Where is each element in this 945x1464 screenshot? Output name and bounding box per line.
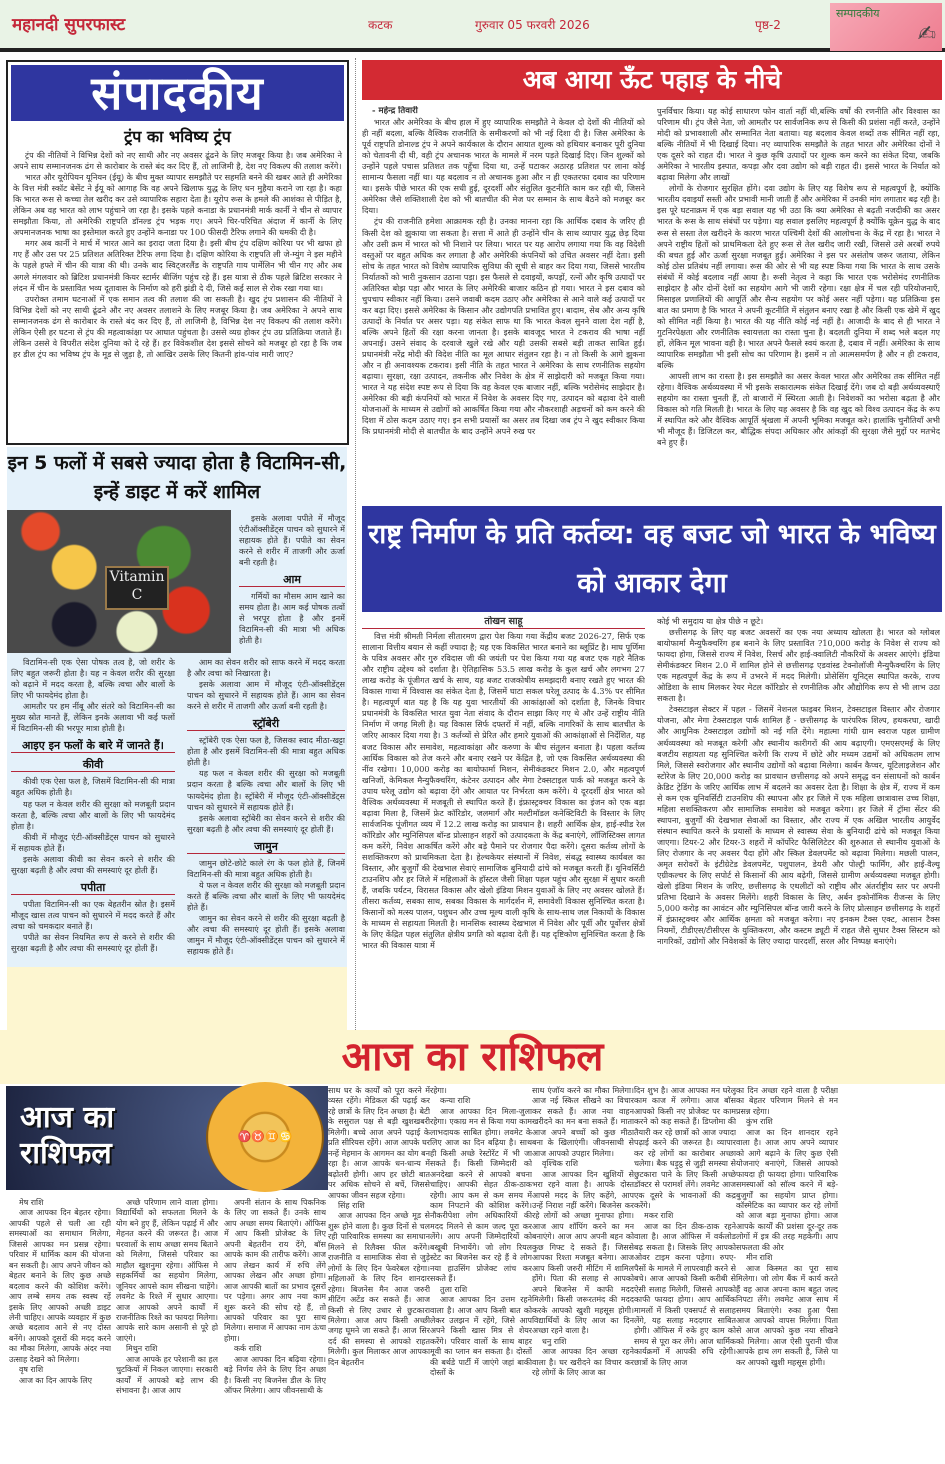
paragraph: विटामिन-सी एक ऐसा पोषक तत्व है, जो शरीर के लिए बहुत जरूरी होता है। यह न केवल शरीर की सुरक्षा को बढ़ाने में मदद करता है, बल्कि त्वचा और बालों के लिए भी फायदेमंद होता है। — [11, 657, 175, 701]
paragraph: जामुन छोटे-छोटे काले रंग के फल होते हैं, जिनमें विटामिन-सी की मात्रा बहुत अधिक होती है। — [187, 857, 345, 879]
paragraph: आमतौर पर हम नींबू और संतरे को विटामिन-सी का मुख्य स्रोत मानते हैं, लेकिन इनके अलावा भी कई फलों में विटामिन-सी की भरपूर मात्रा होती है। — [11, 701, 175, 734]
horoscope-text: आज आपका दिन अच्छा रहने वाला है। घर खरीदने का विचार कर रहे लोगों के लिए आज का — [532, 1347, 634, 1378]
article-budget — [362, 506, 942, 1026]
zodiac-sign-label: कुंभ राशि — [746, 1117, 773, 1127]
paragraph: ट्रंप की नीतियों ने विभिन्न देशों को नए साथी और नए अवसर ढूंढने के लिए मजबूर किया है। जब अमेरिका ने अपने साथ सम्मानजनक ढंग से कारोबार के रास्ते बंद कर दिए हैं, तो लाजिमी है, देश नए विकल्प की तलाश करेंगे। — [13, 150, 342, 172]
paragraph: लोगों के रोजगार सुरक्षित होंगे। दवा उद्योग के लिए यह विशेष रूप से महत्वपूर्ण है, क्योंकि भारतीय दवाइयाँ सस्ती और प्रभावी मानी जाती हैं और अमेरिका में उनकी मांग लगातार बढ़ रही है। इस पूरे घटनाक्रम में एक बड़ा सवाल यह भी उठा कि क्या अमेरिका से बढ़ती नजदीकी का असर भारत के रूस के साथ संबंधों पर पड़ेगा। यह सवाल इसलिए महत्वपूर्ण है क्योंकि यूक्रेन युद्ध के बाद रूस से सस्ता तेल खरीदने के कारण भारत पश्चिमी देशों की आलोचना के केंद्र में रहा है। भारत ने अपने राष्ट्रीय हितों को प्राथमिकता देते हुए रूस से तेल खरीद जारी रखी, जिससे उसे अरबों रुपये की बचत हुई और ऊर्जा सुरक्षा मजबूत हुई। अमेरिका ने इस पर असंतोष जरूर जताया, लेकिन कोई ठोस प्रतिबंध नहीं लगाया। रूस की ओर से भी यह स्पष्ट किया गया कि भारत के साथ उसके संबंधों में कोई बदलाव नहीं आया है। रूसी नेतृत्व ने कहा कि भारत एक भरोसेमंद रणनीतिक साझेदार है और दोनों देशों का सहयोग आगे भी जारी रहेगा। रक्षा क्षेत्र में चल रही परियोजनाएँ, मिसाइल प्रणालियों की आपूर्ति और सैन्य सहयोग पर कोई असर नहीं पड़ेगा। यह प्रतिक्रिया इस बात का प्रमाण है कि भारत ने अपनी कूटनीति में संतुलन बनाए रखा है और किसी एक खेमे में खुद को सीमित नहीं किया है। भारत की यह नीति कोई नई नहीं है। आजादी के बाद से ही भारत ने गुटनिरपेक्षता और रणनीतिक स्वायत्तता का रास्ता चुना है। बदलती दुनिया में शब्द भले बदल गए हों, लेकिन मूल भावना वही है। भारत अपने फैसले स्वयं करता है, दबाव में नहीं। अमेरिका के साथ व्यापारिक समझौता भी इसी सोच का परिणाम है। इसमें न तो आत्मसमर्पण है और न ही टकराव, बल्कि — [657, 183, 940, 371]
horoscope-column — [224, 1198, 326, 1460]
city: कटक — [368, 18, 393, 32]
vitamin-article — [7, 447, 347, 1037]
paragraph: पपीते का सेवन नियमित रूप से करने से शरीर की सुरक्षा बढ़ती है और त्वचा की समस्याएं दूर होती हैं। — [11, 932, 175, 954]
paragraph: यह फल न केवल शरीर की सुरक्षा को मजबूती प्रदान करता है, बल्कि त्वचा और बालों के लिए भी फायदेमंद होता है। — [11, 798, 175, 831]
article-trade-deal — [362, 60, 942, 500]
column — [239, 513, 345, 647]
column-divider — [355, 58, 356, 1030]
horoscope-text: आज का दिन शानदार रहने वाला है। आज आप अपने व्यापार को आगे बढ़ाने के लिए कुछ ऐसी योजनाएं बनाएंगे, जिससे आपको फायदा ही फायदा होगा। पारिवारिक समस्याओं को सॉल्व करने में बड़े-बुजुर्गों का सहयोग प्राप्त होगा। कॉस्मेटिक का व्यापार कर रहे लोगों को आज बड़ा मुनाफा होगा। आज आपके कार्यों की प्रशंसा दूर-दूर तक लोगों में इत्र की तरह महकेगी। आप सफलता की ओर — [736, 1127, 838, 1252]
paragraph: ट्रंप की राजनीति हमेशा आक्रामक रही है। उनका मानना रहा कि आर्थिक दबाव के जरिए ही किसी देश को झुकाया जा सकता है। सत्ता में आते ही उन्होंने चीन के साथ व्यापार युद्ध छेड़ दिया और उसी क्रम में भारत को भी निशाने पर लिया। भारत पर यह आरोप लगाया गया कि वह विदेशी वस्तुओं पर बहुत अधिक कर लगाता है और अमेरिकी कंपनियों को उचित अवसर नहीं देता। इसी सोच के तहत भारत को विशेष व्यापारिक सुविधा की सूची से बाहर कर दिया गया, जिससे भारतीय निर्यातकों को भारी नुकसान उठाना पड़ा। इस फैसले से दवाइयों, कपड़ों, रत्नों और कृषि उत्पादों पर अतिरिक्त बोझ पड़ा और भारत के लिए अमेरिकी बाजार कठिन हो गया। भारत ने इस दबाव को चुपचाप स्वीकार नहीं किया। उसने जवाबी कदम उठाए और अमेरिका से आने वाले कई उत्पादों पर कर बढ़ा दिए। इससे अमेरिका के किसान और उद्योगपति प्रभावित हुए। बादाम, सेब और अन्य कृषि उत्पादों के निर्यात पर असर पड़ा। यह संकेत साफ था कि भारत केवल सुनने वाला देश नहीं है, बल्कि अपने हितों की रक्षा करना जानता है। इसके बावजूद भारत ने टकराव की भाषा नहीं अपनाई। उसने संवाद के दरवाजे खुले रखे और यही उसकी सबसे बड़ी ताकत साबित हुई। प्रधानमंत्री नरेंद्र मोदी की विदेश नीति का मूल आधार संतुलन रहा है। न तो किसी के आगे झुकना और न ही अनावश्यक टकराव। इसी नीति के तहत भारत ने अमेरिका के साथ रणनीतिक सहयोग बढ़ाया। सुरक्षा, रक्षा उत्पादन, तकनीक और निवेश के क्षेत्र में साझेदारी को मजबूत किया गया। भारत ने यह संदेश स्पष्ट रूप से दिया कि वह केवल एक बाजार नहीं, बल्कि भरोसेमंद साझेदार है। अमेरिका की बड़ी कंपनियों को भारत में निवेश के अवसर दिए गए, उत्पादन को बढ़ावा देने वाली योजनाओं के माध्यम से उद्योगों को आकर्षित किया गया और नौकरशाही अड़चनों को कम करने की दिशा में ठोस कदम उठाए गए। इन सभी प्रयासों का असर तब दिखा जब ट्रंप ने खुद स्वीकार किया कि प्रधानमंत्री मोदी से बातचीत के बाद उन्होंने अपने रुख पर — [362, 216, 645, 437]
page-number: पृष्ठ-2 — [755, 18, 781, 32]
column — [657, 106, 940, 498]
paragraph: स्ट्रॉबेरी एक ऐसा फल है, जिसका स्वाद मीठा-खट्टा होता है और इसमें विटामिन-सी की मात्रा बहुत अधिक होती है। — [187, 735, 345, 768]
editorial-masthead: संपादकीय — [11, 65, 344, 121]
paragraph: ये फल न केवल शरीर की सुरक्षा को मजबूती प्रदान करते हैं बल्कि त्वचा और बालों के लिए भी फायदेमंद होते हैं। — [187, 879, 345, 912]
zodiac-sign-label: वृश्चिक राशि — [542, 1159, 579, 1169]
zodiac-sign-label: सिंह राशि — [338, 1200, 365, 1210]
paragraph: पपीता विटामिन-सी का एक बेहतरीन स्रोत है। इसमें मौजूद खास तत्व पाचन को सुधारने में मदद करते हैं और त्वचा को चमकदार बनाते हैं। — [11, 898, 175, 931]
logo-text: सम्पादकीय — [836, 7, 880, 20]
paragraph: गर्मियों का मौसम आम खाने का समय होता है। आम कई पोषक तत्वों से भरपूर होता है और इनमें विटामिन-सी की मात्रा भी अधिक होती है। — [239, 591, 345, 646]
horoscope-headline: आज का राशिफल — [0, 1030, 945, 1084]
horoscope-text: आज आपका दिन अच्छे मूड से शुरू होने वाला है। कुछ दिनों से चल रही पारिवारिक समस्या का समाधान मिलने से रिलैक्स फील करेंगे। राजनीति व सामाजिक सेवा से जुड़े लोगों के लिए दिन फेवरेबल रहेगा। महिलाओं के लिए दिन शानदार रहेगा। बिजनेस मैन आज जरुरी मीटिंग अटेंड कर सकते हैं। आज किसी से लिए उधार से छुटकारा मिलेगा। आज आप किसी अच्छी जगह घूमने जा सकते हैं। आज सिर दर्द की समस्या से आपको राहत मिलेगी। कुल मिलाकर आज आपका दिन बेहतरीन — [328, 1211, 430, 1367]
fruits-photo — [7, 510, 231, 653]
paragraph: यह फल न केवल शरीर की सुरक्षा को मजबूती प्रदान करता है बल्कि त्वचा और बालों के लिए भी फायदेमंद होता है। स्ट्रॉबेरी में मौजूद एंटी-ऑक्सीडेंट्स पाचन को सुधारने में सहायक होते हैं। — [187, 768, 345, 812]
horoscope-text: आज का दिन आपके लिए — [19, 1375, 93, 1385]
horoscope-banner — [6, 1086, 328, 1190]
horoscope-text: आज आपका दिन खुशियों से भरा रहने वाला है। आपके दोस्त आपसे मदद के लिए कहेंगे, आप उन्हें निराश नहीं करेंगे। बिजनेस कर रहे लोगों को अच्छा मुनाफा होगा। आज आप शॉपिंग करने का मन बनाएंगे। आज आप अपनी बहन को कुछ गिफ्ट दे सकते हैं। जिससे आपका रिश्ता मजबूत बनेगा। आज आप किसी जरुरी मीटिंग में शामिल होंगे। पिता की सलाह से आपको अपने बिजनेस में काफी मदद मिलेगी। किसी जरूरतमंद की मदद करके आपको खुशी महसूस होगी। विद्यार्थियों के लिए आज का दिन अच्छा रहने वाला है। — [532, 1169, 634, 1336]
paragraph: आम का सेवन शरीर को साफ करने में मदद करता है और त्वचा को निखारता है। — [187, 657, 345, 679]
horoscope-column — [838, 1086, 940, 1460]
zodiac-sign-label: वृष राशि — [19, 1365, 44, 1375]
paragraph: भारत और अमेरिका के बीच हाल में हुए व्यापारिक समझौते ने केवल दो देशों की नीतियों को ही नहीं बदला, बल्कि वैश्विक राजनीति के समीकरणों को भी नई दिशा दी है। जिस अमेरिका के पूर्व राष्ट्रपति डोनाल्ड ट्रंप ने अपने कार्यकाल के दौरान आयात शुल्क को हथियार बनाकर पूरी दुनिया को चेतावनी दी थी, वही ट्रंप अचानक भारत के मामले में नरम पड़ते दिखाई दिए। जिन शुल्कों को उन्होंने पहले पचास प्रतिशत तक पहुँचा दिया था, उन्हें घटाकर अठारह प्रतिशत पर लाना कोई सामान्य फैसला नहीं था। यह बदलाव न तो अचानक हुआ और न ही एकतरफा दबाव का परिणाम था। इसके पीछे भारत की एक सधी हुई, दूरदर्शी और संतुलित कूटनीति काम कर रही थी, जिसने अमेरिका जैसे शक्तिशाली देश को भी बातचीत की मेज पर सम्मान के साथ बैठने को मजबूर कर दिया। — [362, 117, 645, 216]
subheading-mango: आम — [239, 574, 345, 587]
vitamin-headline: इन 5 फलों में सबसे ज्यादा होता है विटामिन-सी, इन्हें डाइट में करें शामिल — [7, 452, 347, 503]
subheading-papaya: पपीता — [11, 882, 175, 895]
paragraph: टेक्सटाइल सेक्टर में पहल - जिसमें नेशनल फाइबर मिशन, टेक्सटाइल विस्तार और रोजगार योजना, और मेगा टेक्सटाइल पार्क शामिल हैं - छत्तीसगढ़ के पारंपरिक शिल्प, हथकरघा, खादी और आधुनिक टेक्सटाइल उद्योगों को नई गति देंगे। महात्मा गांधी ग्राम स्वराज पहल ग्रामीण अर्थव्यवस्था को मजबूत करेगी और स्थानीय कारीगरों की आय बढ़ाएगी। एमएसएमई के लिए बजटीय सहायता यह सुनिश्चित करेगी कि राज्य में छोटे और मध्यम उद्यमों को अधिकतम लाभ मिले, जिससे स्वरोजगार और स्थानीय उद्योगों को बढ़ावा मिलेगा। कार्बन कैप्चर, यूटिलाइजेशन और स्टोरेज के लिए 20,000 करोड़ का प्रावधान छत्तीसगढ़ को अपने समृद्ध वन संसाधनों को कार्बन क्रेडिट ट्रेडिंग के जरिए आर्थिक लाभ में बदलने का अवसर देता है। शिक्षा के क्षेत्र में, राज्य में कम से कम एक यूनिवर्सिटी टाउनशिप की स्थापना और हर जिले में एक महिला छात्रावास उच्च शिक्षा, महिला सशक्तिकरण और सामाजिक समावेश को मजबूत करेगा। हर जिले में ट्रॉमा सेंटर की स्थापना, बुजुर्गों की देखभाल सेवाओं का विस्तार, और राज्य में एक अखिल भारतीय आयुर्वेद संस्थान स्थापित करने के प्रयासों के माध्यम से स्वास्थ्य सेवा के बुनियादी ढांचे को मजबूत किया जाएगा। टियर-2 और टियर-3 शहरों में कॉर्पोरेट फैसिलिटेटर की शुरुआत से स्थानीय युवाओं के लिए रोजगार के नए अवसर पैदा होंगे और स्किल डेवलपमेंट को बढ़ावा मिलेगा। मछली पालन, अमृत सरोवरों के इंटीग्रेटेड डेवलपमेंट, पशुपालन, डेयरी और पोल्ट्री फार्मिंग, और हाई-वैल्यू एग्रीकल्चर के लिए सपोर्ट से किसानों की आय बढ़ेगी, जिससे ग्रामीण अर्थव्यवस्था मजबूत होगी। खेलो इंडिया मिशन के जरिए, छत्तीसगढ़ के एथलीटों को राष्ट्रीय और अंतर्राष्ट्रीय स्तर पर अपनी प्रतिभा दिखाने के अवसर मिलेंगे। शहरी विकास के लिए, अर्बन इकोनॉमिक रीजन्स के लिए 5,000 करोड़ का आवंटन और म्युनिसिपल बॉन्ड जारी करने के लिए प्रोत्साहन छत्तीसगढ़ के शहरों में इंफ्रास्ट्रक्चर और आर्थिक क्षमता को मजबूत करेगा। नए इनकम टैक्स एक्ट, आसान टैक्स नियमों, टीडीएस/टीसीएस के युक्तिकरण, और कस्टम ड्यूटी में राहत जैसे सुधार टैक्स सिस्टम को नागरिकों, उद्योगों और निवेशकों के लिए ज्यादा पारदर्शी, सरल और निष्पक्ष बनाएंगे। — [657, 704, 940, 947]
cream-strip — [7, 967, 347, 1037]
paragraph: इसके अलावा आम में मौजूद एंटी-ऑक्सीडेंट्स पाचन को सुधारने में सहायक होते हैं। आम का सेवन करने से शरीर में ताजगी और ऊर्जा बनी रहती है। — [187, 679, 345, 712]
paragraph: पुनर्विचार किया। यह कोई साधारण फोन वार्ता नहीं थी,बल्कि वर्षों की रणनीति और विश्वास का परिणाम थी। ट्रंप जैसे नेता, जो आमतौर पर सार्वजनिक रूप से किसी की प्रशंसा नहीं करते, उन्होंने मोदी को प्रभावशाली और सम्मानित नेता बताया। यह बदलाव केवल शब्दों तक सीमित नहीं रहा, बल्कि नीतियों में भी दिखाई दिया। नए व्यापारिक समझौते के तहत भारत और अमेरिका दोनों ने एक दूसरे को राहत दी। भारत ने कुछ कृषि उत्पादों पर शुल्क कम करने का संकेत दिया, जबकि अमेरिका ने भारतीय इस्पात, कपड़ा और दवा उद्योग को बड़ी राहत दी। इससे भारत के निर्यात को बढ़ावा मिलेगा और लाखों — [657, 106, 940, 183]
paragraph: जामुन का सेवन करने से शरीर की सुरक्षा बढ़ती है और त्वचा की समस्याएं दूर होती हैं। इसके अलावा जामुन में मौजूद एंटी-ऑक्सीडेंट्स पाचन को सुधारने में सहायक होते हैं। — [187, 912, 345, 957]
banner-text: आज का राशिफल — [20, 1100, 115, 1171]
horoscope-text: रहेगा। — [430, 1086, 447, 1095]
horoscope-text: आज आपके हर परेशानी का हल चुटकियों में निकल जाएगा। सरकारी कार्यों में आपको बड़े लाभ की संभावना है। आज आप — [116, 1354, 218, 1396]
zodiac-wheel-icon: ♈♉♊♋ — [206, 1082, 324, 1192]
horoscope-text: का दिन अच्छा रहने वाला है परीक्षा का बेहतर परिणाम मिलने से मन प्रसन्न रहेगा। — [736, 1086, 838, 1116]
masthead-bar — [0, 0, 945, 52]
horoscope-column — [736, 1086, 838, 1460]
editorial-body — [11, 150, 344, 360]
article-headline: अब आया ऊँट पहाड़ के नीचे — [362, 60, 942, 100]
horoscope-column — [430, 1086, 532, 1460]
subheading: आइए इन फलों के बारे में जानते हैं। — [11, 740, 175, 753]
vitamin-board: Vitamin C — [105, 566, 169, 610]
column — [362, 106, 645, 498]
newspaper-name: महानदी सुपरफास्ट — [12, 15, 126, 35]
editorial-logo — [830, 3, 942, 51]
column — [11, 657, 175, 954]
paragraph: वित्त मंत्री श्रीमती निर्मला सीतारमण द्वारा पेश किया गया केंद्रीय बजट 2026-27, सिर्फ एक सालाना वित्तीय बयान से कहीं ज्यादा है; यह एक विकसित भारत बनाने का ब्लूप्रिंट है। माघ पूर्णिमा के पवित्र अवसर और गुरु रविदास जी की जयंती पर पेश किया गया यह बजट एक गहरे नैतिक और राष्ट्रीय उद्देश्य को दर्शाता है। ऐतिहासिक 53.5 लाख करोड़ के कुल खर्च और लगभग 27 लाख करोड़ के पूंजीगत खर्च के साथ, यह बजट राजकोषीय समझदारी बनाए रखते हुए भारत की विकास गाथा में विश्वास का संकेत देता है, जिसमें घाटा सकल घरेलू उत्पाद के 4.3% पर सीमित है। महत्वपूर्ण बात यह है कि यह युवा भारतीयों की आकांक्षाओं को दर्शाता है, जिनके विचार प्रधानमंत्री के विकसित भारत युवा नेता संवाद के दौरान साझा किए गए थे और उन्हें राष्ट्रीय नीति निर्माण में जगह मिली है। यह विकास सिर्फ दफ्तरों में नहीं, बल्कि नागरिकों के साथ बातचीत के जरिए आकार दिया गया है। 3 कर्तव्यों से प्रेरित और हमारे युवाओं की आकांक्षाओं से निर्देशित, यह बजट विकास और समावेश, महत्वाकांक्षा और करुणा के बीच संतुलन बनाता है। पहला कर्तव्य आर्थिक विकास को तेज करने और बनाए रखने पर केंद्रित है, जो एक विकसित अर्थव्यवस्था की नींव रखेगा। 10,000 करोड़ का बायोफार्मा मिशन, सेमीकंडक्टर मिशन 2.0, और महत्वपूर्ण खनिजों, केमिकल मैन्युफैक्चरिंग, कंटेनर उत्पादन और मेगा टेक्सटाइल पार्क को मजबूत करने के उपाय घरेलू उद्योग को बढ़ावा देंगे और आयात पर निर्भरता कम करेंगे। ये दूरदर्शी क्षेत्र भारत को वैश्विक अर्थव्यवस्था में मजबूती से स्थापित करते हैं। इंफ्रास्ट्रक्चर विकास का इंजन को एक बड़ा बढ़ावा मिला है, जिसमें फ्रेट कॉरिडोर, जलमार्ग और मल्टीमॉडल कनेक्टिविटी के विस्तार के लिए सार्वजनिक पूंजीगत व्यय में 12.2 लाख करोड़ का प्रावधान है। शहरी आर्थिक क्षेत्र, हाई-स्पीड रेल कॉरिडोर और म्युनिसिपल बॉन्ड प्रोत्साहन शहरों को उत्पादकता के केंद्र बनाएंगे, लॉजिस्टिक्स लागत कम करेंगे, निवेश आकर्षित करेंगे और बड़े पैमाने पर रोजगार पैदा करेंगे। दूसरा कर्तव्य लोगों के सशक्तिकरण को प्राथमिकता देता है। हेल्थकेयर संस्थानों में निवेश, संबद्ध स्वास्थ्य कार्यबल का विस्तार, और बुजुर्गों की देखभाल सेवाएं सामाजिक बुनियादी ढांचे को मजबूत करती हैं। यूनिवर्सिटी टाउनशिप और हर जिले में महिलाओं के हॉस्टल जैसी शिक्षा पहल पहुंच और सुरक्षा में सुधार करती हैं, जबकि पर्यटन, विरासत विकास और खेलो इंडिया मिशन युवाओं के लिए नए अवसर खोलते हैं। तीसरा कर्तव्य, सबका साथ, सबका विकास के मार्गदर्शन में, समावेशी विकास सुनिश्चित करता है। किसानों को मत्स्य पालन, पशुधन और उच्च मूल्य वाली कृषि के साथ-साथ जल निकायों के विकास के माध्यम से सहायता मिलती है। मानसिक स्वास्थ्य देखभाल में निवेश और पूर्वी और पूर्वोत्तर क्षेत्रों के लिए केंद्रित पहल संतुलित क्षेत्रीय प्रगति को बढ़ावा देती हैं। यह दृष्टिकोण सुनिश्चित करता है कि भारत की विकास यात्रा में — [362, 631, 645, 951]
horoscope-text: आज का दिन ठीक-ठाक रहने वाला है। आज ऑफिस में वर्कलोड बढ़ सकता है। जिसके लिए आपको ओवर टाइम करना पड़ेगा। रुपए-पैसों के मामले में लापरवाही करने से बचे। आज आपको किसी करीबी से ऐसी सलाह मिलेगी, जिससे आपको काफी फायदा होगा। आप आर्थिक मामलों में किसी एक्सपर्ट से सलाह लेंगे, यह सलाह मददगार साबित होगी। ऑफिस में रुके हुए काम को समय से पूरा कर लेंगे। आज धार्मिक कार्यक्रमों में आपकी रुचि रहेगी। छात्रों के लिए आज — [634, 1221, 736, 1367]
paragraph: कीवी एक ऐसा फल है, जिसमें विटामिन-सी की मात्रा बहुत अधिक होती है। — [11, 776, 175, 798]
horoscope-text: आज आपका दिन उत्तम रहने वाला है। आज आप किसी बात को लेकर उलझन में रहेंगे, जिसे आप अपने किसी खास मित्र से शेयर करेंगे। परिवार वालों के साथ बाहर मूवी का प्लान बन सकता है। दोस्तों की बर्थडे पार्टी में जाएंगे जहां बाकी दोस्तों के — [430, 1295, 532, 1378]
paragraph: कोई भी समुदाय या क्षेत्र पीछे न छूटे। — [657, 616, 764, 626]
horoscope-text: साथ घर के कार्यों को पूरा करने में व्यस्त रहेंगे। मेडिकल की पढ़ाई कर रहे छात्रों के लिए दिन अच्छा है। बेटी के ससुराल पक्ष से बड़ी खुशखबरी मिलेगी। बच्चे आज अपने पढ़ाई के प्रति सीरियस रहेंगे। आज आपके घर नन्हें मेहमान के आगमन का योग बन रहा है। आज आपके धन-धान्य में बढ़ोतरी होगी। आप हर छोटी बात पर अधिक सोचने से बचें, जिससे आपका जीवन सहज रहेगा। — [328, 1086, 430, 1200]
date: गुरुवार 05 फरवरी 2026 — [475, 18, 590, 32]
column — [187, 657, 345, 957]
horoscope-column — [328, 1086, 430, 1460]
paragraph: इसके अलावा स्ट्रॉबेरी का सेवन करने से शरीर की सुरक्षा बढ़ती है और त्वचा की समस्याएं दूर होती हैं। — [187, 812, 345, 834]
paragraph: इसके अलावा कीवी का सेवन करने से शरीर की सुरक्षा बढ़ती है और त्वचा की समस्याएं दूर होती हैं। — [11, 853, 175, 875]
paragraph: कीवी में मौजूद एंटी-ऑक्सीडेंट्स पाचन को सुधारने में सहायक होते हैं। — [11, 831, 175, 853]
paragraph: इसके अलावा पपीते में मौजूद एंटीऑक्सीडेंट्स पाचन को सुधारने में सहायक होते हैं। पपीते का सेवन करने से शरीर में ताजगी और ऊर्जा बनी रहती है। — [239, 513, 345, 568]
horoscope-column — [9, 1198, 111, 1460]
horoscope-column — [116, 1198, 218, 1460]
paragraph: उपरोक्त तमाम घटनाओं में एक समान तत्व की तलाश की जा सकती है। खुद ट्रंप प्रशासन की नीतियों ने विभिन्न देशों को नए साथी ढूंढने और नए अवसर तलाशने के लिए मजबूर किया है। जब अमेरिका ने अपने साथ सम्मानजनक ढंग से कारोबार के रास्ते बंद कर दिए हैं, तो लाजिमी है, विभिन्न देश नए विकल्प की तलाश करेंगे। लेकिन ऐसी हर घटना से ट्रंप की महत्वाकांक्षा पर आघात पहुंचता है। उससे व्यग्र होकर ट्रंप उग्र प्रतिक्रिया जताते हैं। लेकिन उससे वे विपरीत संदेश दुनिया को दे रहे हैं। हर विवेकशील देश इससे सोचने को मजबूर हो रहा है कि जब हर डील ट्रंप का भविष्य ट्रंप के मूड से जुड़ा है, तो आखिर उसके लिए कितनी हांव-पांव मारी जाए? — [13, 293, 342, 359]
zodiac-sign-label: धनु राशि — [542, 1336, 567, 1346]
paragraph: मगर अब कार्नी ने मार्च में भारत आने का इरादा जता दिया है। इसी बीच ट्रंप दक्षिण कोरिया पर भी खफा हो गए हैं और उस पर 25 प्रतिशत अतिरिक्त टैरिफ लगा दिया है। दक्षिण कोरिया के राष्ट्रपति ली जे-म्युंग ने इस महीने के पहले हफ्ते में चीन की यात्रा की थी। उनके बाद स्विट्जरलैंड के राष्ट्रपति गाय पार्मेलिन भी चीन गए और अब अगले मंगलवार को ब्रिटिश प्रधानमंत्री कियर स्टार्मर बीजिंग पहुंच रहे हैं। इस यात्रा से ठीक पहले ब्रिटिश सरकार ने लंदन में चीन के प्रस्तावित भव्य दूतावास के निर्माण को हरी झंडी दे दी, जिसे कई साल से रोक रखा गया था। — [13, 238, 342, 293]
column — [362, 616, 645, 1024]
horoscope-column — [634, 1086, 736, 1460]
zodiac-sign-label: मीन राशि — [746, 1253, 773, 1263]
paragraph: आपसी लाभ का रास्ता है। इस समझौते का असर केवल भारत और अमेरिका तक सीमित नहीं रहेगा। वैश्विक अर्थव्यवस्था में भी इसके सकारात्मक संकेत दिखाई देंगे। जब दो बड़ी अर्थव्यवस्थाएँ सहयोग का रास्ता चुनती हैं, तो बाजारों में स्थिरता आती है। निवेशकों का भरोसा बढ़ता है और विकास को गति मिलती है। भारत के लिए यह अवसर है कि वह खुद को विश्व उत्पादन केंद्र के रूप में स्थापित करे और वैश्विक आपूर्ति श्रृंखला में अपनी भूमिका मजबूत करे। हालांकि चुनौतियाँ अभी भी मौजूद हैं। डिजिटल कर, बौद्धिक संपदा अधिकार और आंकड़ों की सुरक्षा जैसे मुद्दों पर मतभेद बने हुए हैं। — [657, 371, 940, 448]
paragraph: भारत और यूरोपियन यूनियन (ईयू) के बीच मुक्त व्यापार समझौते पर सहमति बनने की खबर आते ही अमेरिका के वित्त मंत्री स्कॉट बेसेंट ने ईयू को आगाह कि वह अपने खिलाफ युद्ध के लिए धन मुहैया कराने जा रहा है। कहा कि भारत रूस से कच्चा तेल खरीद कर उसे व्यापारिक सहारा देता है। यूरोप रूस के हमले की आशंका से पीड़ित है, लेकिन अब वह भारत को लाभ पहुंचाने जा रहा है। इसके पहले कनाडा के प्रधानमंत्री मार्क कार्नी ने चीन से व्यापार समझौता किया, तो अमेरिकी राष्ट्रपति डॉनल्ड ट्रंप भड़क गए। अपने चिर-परिचित अंदाज में कार्नी के लिए अपमानजनक भाषा का इस्तेमाल करते हुए उन्होंने कनाडा पर 100 फीसदी टैरिफ लगाने की धमकी दी है। — [13, 172, 342, 238]
horoscope-text: अपनी संतान के साथ पिकनिक के लिए जा सकते हैं। उनके साथ आप अच्छा समय बिताएंगे। ऑफिस में आप किसी प्रोजेक्ट के लिए अपनी बेहतरीन राय देंगे, बॉस आपके काम की तारीफ करेंगे। आज आप लेखन कार्य में रुचि लेंगे आपका लेखन और अच्छा होगा। आज आपकी बातों का प्रभाव दूसरों पर पड़ेगा। अगर आप नया काम शुरू करने की सोच रहे हैं, तो आपको परिवार का पूरा साथ मिलेगा। समाज में आपका नाम ऊंचा होगा। — [224, 1198, 326, 1343]
horoscope-text: दिन शुभ है। आज आपका मन घरेलू काम काज में लगेगा। आज बॉस आपको किसी नए प्रोजेक्ट पर काम करने को कह सकते हैं। डिप्लोमा की तैयारी कर रहे छात्रों को आज ज्यादा पढ़ाई करने की जरूरत है। व्यापार कर रहे लोगों का कारोबार अच्छा चलेगा। बैक धड़ुट्ठ से जुड़ी समस्या से छुटकारा पाने के लिए किसी अच्छे डॉक्टर से परामर्श लेंगे। लवमेट आज एक दूसरे के भावनाओं की कद्र करेंगे। — [634, 1086, 736, 1210]
zodiac-sign-label: कर्क राशि — [234, 1344, 262, 1354]
zodiac-sign-label: मिथुन राशि — [126, 1344, 158, 1354]
horoscope-text: अच्छे परिणाम लाने वाला होगा। विद्यार्थियों को सफलता मिलने के योग बने हुए हैं, लेकिन पढ़ाई में और मेहनत करने की जरूरत है। आज घरवालों के साथ अच्छा समय बिताने को मिलेगा, जिससे परिवार का माहौल खुशनुमा रहेगा। ऑफिस मे सहकर्मियों का सहयोग मिलेगा, जूनियर आपसे काम सीखना चाहेंगे। लवमेट के रिश्ते में सुधार आएगा। आज आपको अपने कार्यों में राजनीतिक रिश्ते का फायदा मिलेगा। आपके सारे काम असानी से पूरे हो जाएंगे। — [116, 1198, 218, 1343]
horoscope-text: आज आपका दिन बढ़िया रहेगा। बड़े निर्णय लेने के लिए दिन अच्छा है। किसी नए बिजनेस डील के लिए ऑफर मिलेगा। आप जीवनसाथी के — [224, 1354, 326, 1396]
horoscope-text: आज आपका दिन बेहतर रहेगा। आपकी पहले से चली आ रही समस्याओं का समाधान मिलेगा, जिससे आपका मन प्रसन्न रहेगा। परिवार में धार्मिक काम की योजना बन सकती है। आप अपने जीवन को बेहतर बनाने के लिए कुछ अच्छे बदलाव करने की कोशिश करेंगे। आप लम्बे समय तक स्वस्थ रहें इसके लिए आपको अच्छी डाइट लेनी चाहिए। आपके व्यवहार में कुछ अच्छे बदलाव आने से नए दोस्त बनेंगे। आपको दूसरों की मदद करने का मौका मिलेगा, आपके अंदर नया उत्साह देखने को मिलेगा। — [9, 1208, 111, 1364]
horoscope-column — [532, 1086, 634, 1460]
pen-icon: ✍ — [917, 22, 936, 47]
zodiac-sign-label: मेष राशि — [19, 1198, 44, 1207]
paragraph: छत्तीसगढ़ के लिए यह बजट अवसरों का एक नया अध्याय खोलता है। भारत को ग्लोबल बायोफार्मा मैन्युफैक्चरिंग हब बनाने के लिए प्रस्तावित ?10,000 करोड़ के निवेश से राज्य को फायदा होगा, जिससे राज्य में निवेश, रिसर्च और हाई-क्वालिटी नौकरियों के अवसर आएंगे। इंडिया सेमीकंडक्टर मिशन 2.0 में शामिल होने से छत्तीसगढ़ एडवांस्ड टेक्नोलॉजी मैन्युफैक्चरिंग के लिए एक महत्वपूर्ण केंद्र के रूप में उभरने में मदद मिलेगी। प्रोसेसिंग यूनिट्स स्थापित करके, राज्य ओडिशा के साथ मिलकर रेयर मेटल कॉरिडोर से रणनीतिक और औद्योगिक रूप से भी लाभ उठा सकता है। — [657, 627, 940, 704]
byline: - महेन्द्र तिवारी — [372, 106, 418, 116]
horoscope-text: साथ एंजॉय करने का मौका मिलेगा। आज नई स्किल सीखने का विचार कर सकते हैं। आज नया वाहन खरीदने का मन बना सकते हैं। माता आज अपने बच्चों को कुछ मीठा बना के खिलाएंगी। जीवनसाथी से आज आपको उपहार मिलेगा। — [532, 1086, 634, 1158]
zodiac-sign-label: तुला राशि — [440, 1284, 468, 1294]
horoscope-section — [0, 1030, 945, 1464]
byline: तोखन साहू — [362, 616, 645, 629]
subheading-jamun: जामुन — [187, 841, 345, 854]
horoscope-text: आज किस्मत का पूरा साथ मिलेगा। जो लोग बैंक में कार्य करते हैं वह आज अपना काम बहुत जल्द निपटा लेंगे। लवमेट आज साथ में समय बिताएंगे। रुका हुआ पैसा आज आपको वापस मिलेगा। पिता से आज आपको कुछ नया सीखने को मिलेगा। आज ऐसी पुरानी चीज आपके हाथ लग सकती है, जिसे पा कर आपको खुशी महसूस होगी। — [736, 1263, 838, 1367]
editorial-section — [6, 60, 349, 445]
article-headline: राष्ट्र निर्माण के प्रति कर्तव्य: वह बजट जो भारत के भविष्य को आकार देगा — [362, 506, 942, 612]
zodiac-sign-label: कन्या राशि — [440, 1096, 471, 1106]
subheading-strawberry: स्ट्रॉबेरी — [187, 718, 345, 731]
horoscope-text: आज आपका दिन मिला-जुला रहेगा। एकाग्र मन से किया गया काम लाभदायक साबित होगा। लवमेट के लिए आज का दिन बढ़िया है। साथ ही किसी अच्छे रेस्टोरेंट में भी जा सकते हैं। किसी जिम्मेदारी को अनदेखा करने से आपको बचना चाहिए। आपकी सेहत ठीक-ठाक रहेगी। आप कम से कम समय में काम निपटाने की कोशिश करेंगे। नौकरीपेशा लोग अधिकारियों की मदद मिलने से काम जल्द पूरा कर लेंगे। आप अपनी जिम्मेदारियों को बखूबी निभायेंगे। जो लोग रियल स्टेट का बिजनेस कर रहे हैं वे लोग नया हाउसिंग प्रोजेक्ट लांच कर सकते हैं। — [430, 1106, 532, 1284]
zodiac-sign-label: मकर राशि — [644, 1211, 674, 1221]
subheading-kiwi: कीवी — [11, 759, 175, 772]
editorial-title: ट्रंप का भविष्य ट्रंप — [124, 127, 231, 146]
column — [657, 616, 940, 1024]
